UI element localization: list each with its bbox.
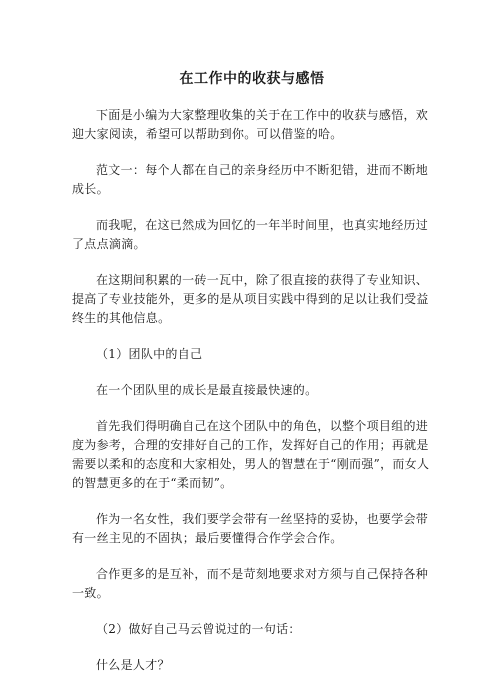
paragraph-memory: 而我呢，在这已然成为回忆的一年半时间里，也真实地经历过了点点滴滴。 [72, 218, 429, 251]
paragraph-female-role: 作为一名女性，我们要学会带有一丝坚持的妥协，也要学会带有一丝主见的不固执；最后要懂得合作学会合作。 [72, 512, 429, 545]
paragraph-team-growth: 在一个团队里的成长是最直接最快速的。 [96, 383, 318, 397]
paragraph-talent-question: 什么是人才？ [96, 658, 170, 672]
paragraph-cooperation: 合作更多的是互补，而不是苛刻地要求对方须与自己保持各种一致。 [72, 567, 429, 600]
paragraph-sample-one: 范文一：每个人都在自己的亲身经历中不断犯错，进而不断地成长。 [72, 163, 429, 196]
document-title: 在工作中的收获与感悟 [179, 71, 325, 87]
intro-paragraph: 下面是小编为大家整理收集的关于在工作中的收获与感悟，欢迎大家阅读，希望可以帮助到你。可以借鉴的哈。 [72, 108, 429, 141]
section-heading-self: （2）做好自己马云曾说过的一句话： [96, 622, 301, 636]
paragraph-team-role: 首先我们得明确自己在这个团队中的角色，以整个项目组的进度为参考，合理的安排好自己的工作，发挥好自己的作用；再就是需要以柔和的态度和大家相处，男人的智慧在于“刚而强”，而女人的智慧更多的在于“柔而韧”。 [72, 419, 430, 490]
section-heading-team: （1）团队中的自己 [96, 347, 203, 361]
paragraph-gains: 在这期间积累的一砖一瓦中，除了很直接的获得了专业知识、提高了专业技能外，更多的是从项目实践中得到的足以让我们受益终生的其他信息。 [72, 273, 429, 325]
